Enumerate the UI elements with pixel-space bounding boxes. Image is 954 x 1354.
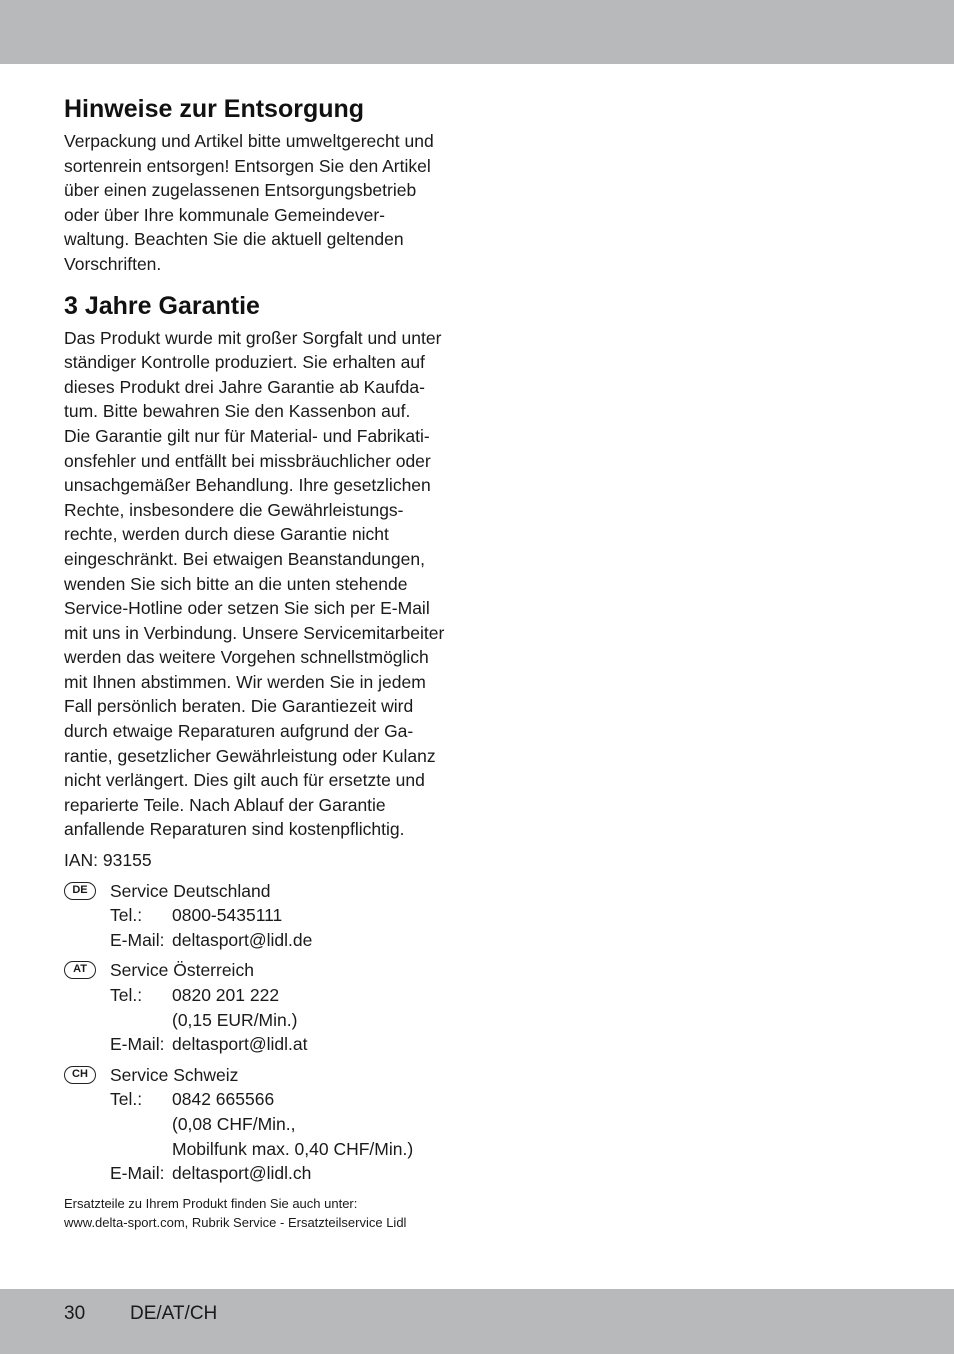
warranty-line: Die Garantie gilt nur für Material- und Fabrikati- [64,425,430,446]
email-address: deltasport@lidl.de [172,929,313,950]
country-badge-at: AT [64,961,96,979]
warranty-line: reparierte Teile. Nach Ablauf der Garantie [64,794,386,815]
disposal-line: über einen zugelassenen Entsorgungsbetrieb [64,180,417,201]
tel-note: (0,08 CHF/Min., [172,1113,296,1134]
service-de [64,879,464,953]
service-title: Service Schweiz [110,1064,239,1085]
warranty-line: anfallende Reparaturen sind kostenpflichtig. [64,819,405,840]
warranty-line: Fall persönlich beraten. Die Garantiezeit wird [64,696,414,717]
warranty-line: rantie, gesetzlicher Gewährleistung oder Kulanz [64,745,436,766]
tel-number: 0820 201 222 [172,985,280,1005]
email-address: deltasport@lidl.at [172,1034,308,1055]
disposal-text [64,129,464,277]
warranty-line: ständiger Kontrolle produziert. Sie erhalten auf [64,352,425,373]
tel-label: Tel.: [110,905,143,926]
disposal-line: sortenrein entsorgen! Entsorgen Sie den Artikel [64,155,431,176]
email-label: E-Mail: [110,1034,165,1055]
disposal-line: waltung. Beachten Sie die aktuell geltenden [64,229,404,250]
spare-parts-note [64,1194,464,1232]
warranty-line: eingeschränkt. Bei etwaigen Beanstandungen, [64,548,425,569]
service-title: Service Österreich [110,960,254,981]
header-bar [0,0,954,64]
service-ch [64,1063,464,1186]
content-column [64,92,464,1232]
disposal-line: Vorschriften. [64,253,162,274]
tel-note: Mobilfunk max. 0,40 CHF/Min.) [172,1138,414,1159]
warranty-line: tum. Bitte bewahren Sie den Kassenbon auf. [64,401,411,422]
tel-number: 0800-5435111 [172,905,283,926]
warranty-line: nicht verlängert. Dies gilt auch für ersetzte und [64,770,425,791]
disposal-heading: Hinweise zur Entsorgung [64,95,365,123]
country-badge-ch: CH [64,1066,96,1084]
warranty-line: wenden Sie sich bitte an die unten stehende [64,573,408,594]
warranty-line: onsfehler und entfällt bei missbräuchlicher oder [64,450,431,471]
service-title: Service Deutschland [110,880,271,901]
warranty-line: Das Produkt wurde mit großer Sorgfalt und unter [64,327,442,348]
disposal-line: oder über Ihre kommunale Gemeindever- [64,204,385,225]
warranty-text [64,326,464,842]
disposal-line: Verpackung und Artikel bitte umweltgerecht und [64,131,434,151]
ian-number: IAN: 93155 [64,850,152,871]
warranty-line: durch etwaige Reparaturen aufgrund der Ga- [64,721,414,742]
warranty-line: Rechte, insbesondere die Gewährleistungs- [64,499,404,520]
warranty-line: Service-Hotline oder setzen Sie sich per E-Mail [64,598,430,619]
warranty-heading: 3 Jahre Garantie [64,291,260,320]
region-label: DE/AT/CH [130,1303,218,1324]
tel-label: Tel.: [110,985,143,1005]
country-badge-de: DE [64,882,96,900]
warranty-line: mit uns in Verbindung. Unsere Servicemitarbeiter [64,622,445,643]
page-number: 30 [64,1303,86,1324]
warranty-line: werden das weitere Vorgehen schnellstmöglich [64,647,429,668]
email-label: E-Mail: [110,929,165,950]
warranty-line: unsachgemäßer Behandlung. Ihre gesetzlichen [64,475,431,496]
warranty-line: dieses Produkt drei Jahre Garantie ab Kaufda- [64,376,425,397]
service-at [64,958,464,1056]
warranty-line: rechte, werden durch diese Garantie nicht [64,524,389,545]
warranty-line: mit Ihnen abstimmen. Wir werden Sie in jedem [64,671,426,692]
email-address: deltasport@lidl.ch [172,1163,312,1184]
email-label: E-Mail: [110,1163,165,1184]
tel-note: (0,15 EUR/Min.) [172,1009,298,1030]
spare-parts-link: www.delta-sport.com, Rubrik Service - Ersatzteilservice Lidl [64,1214,407,1230]
spare-parts-line: Ersatzteile zu Ihrem Produkt finden Sie auch unter: [64,1195,358,1211]
tel-number: 0842 665566 [172,1089,275,1110]
tel-label: Tel.: [110,1089,143,1110]
